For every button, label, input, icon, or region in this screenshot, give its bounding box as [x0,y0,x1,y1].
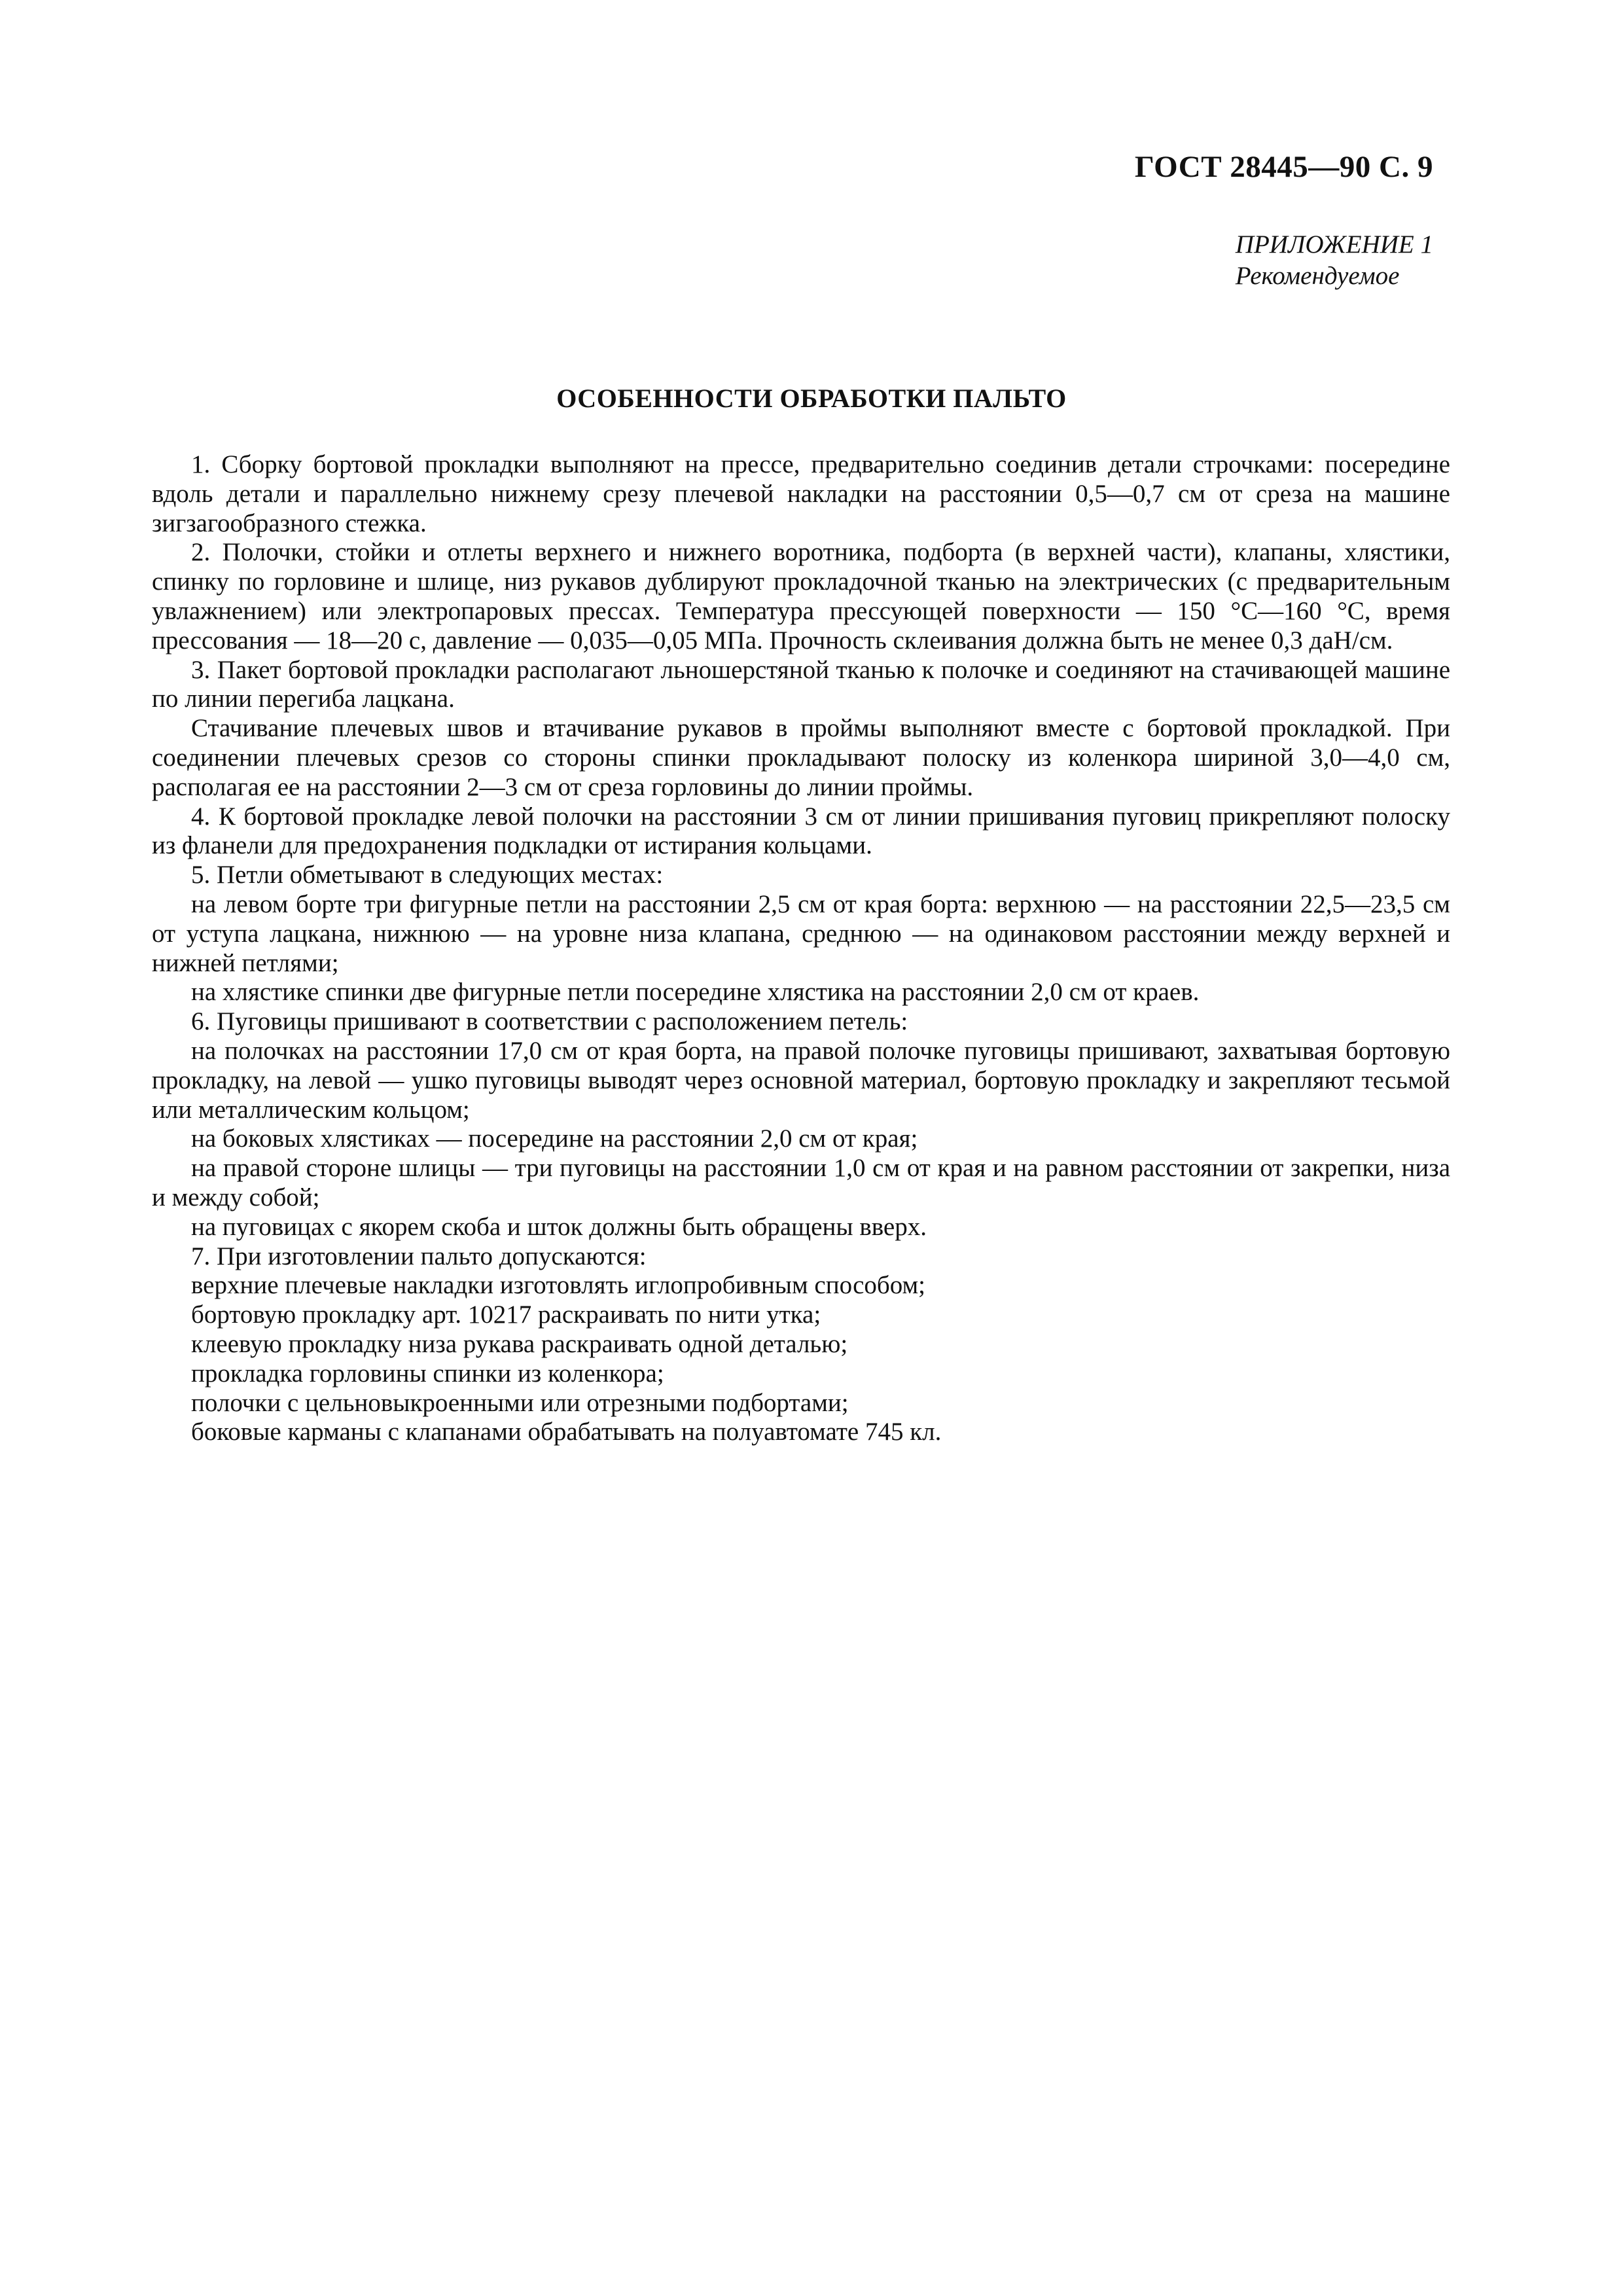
document-body [152,450,1450,1447]
paragraph: боковые карманы с клапанами обрабатывать на полуавтомате 745 кл. [191,1418,942,1446]
paragraph: Стачивание плечевых швов и втачивание рукавов в проймы выполняют вместе с бортовой прокладкой. При соединении плечевых срезов со стороны спинки прокладывают полоску из коленкора шириной 3,0—4,0 см, располагая ее на расстоянии 2—3 см от среза горловины до линии проймы. [152,714,1450,801]
paragraph: 3. Пакет бортовой прокладки располагают льношерстяной тканью к полочке и соединяют на стачивающей машине по линии перегиба лацкана. [152,655,1450,713]
paragraph: 2. Полочки, стойки и отлеты верхнего и нижнего воротника, подборта (в верхней части), клапаны, хлястики, спинку по горловине и шлице, низ рукавов дублируют прокладочной тканью на электрических (с предварительным увлажнением) или электропаровых прессах. Температура прессующей поверхности — 150 °С—160 °С, время прессования — 18—20 с, давление — 0,035—0,05 МПа. Прочность склеивания должна быть не менее 0,3 даН/см. [152,538,1450,655]
paragraph: клеевую прокладку низа рукава раскраивать одной деталью; [191,1329,848,1358]
appendix-status: Рекомендуемое [1235,262,1400,290]
paragraph: прокладка горловины спинки из коленкора; [191,1359,664,1388]
page-header: ГОСТ 28445—90 С. 9 [1134,150,1433,184]
paragraph: 7. При изготовлении пальто допускаются: [191,1242,647,1270]
appendix-block [1236,229,1433,292]
paragraph: на правой стороне шлицы — три пуговицы на расстоянии 1,0 см от края и на равном расстоянии от закрепки, низа и между собой; [152,1154,1450,1211]
section-title: ОСОБЕННОСТИ ОБРАБОТКИ ПАЛЬТО [556,384,1067,413]
paragraph: на боковых хлястиках — посередине на расстоянии 2,0 см от края; [191,1124,918,1153]
paragraph: 6. Пуговицы пришивают в соответствии с расположением петель: [191,1007,908,1036]
appendix-label: ПРИЛОЖЕНИЕ 1 [1235,230,1433,259]
paragraph: на левом борте три фигурные петли на расстоянии 2,5 см от края борта: верхнюю — на расстоянии 22,5—23,5 см от уступа лацкана, нижнюю — на уровне низа клапана, среднюю — на одинаковом расстоянии между верхней и нижней петлями; [152,889,1450,977]
paragraph: на полочках на расстоянии 17,0 см от края борта, на правой полочке пуговицы пришивают, захватывая бортовую прокладку, на левой — ушко пуговицы выводят через основной материал, бортовую прокладку и закрепляют тесьмой или металлическим кольцом; [152,1036,1450,1124]
paragraph: 4. К бортовой прокладке левой полочки на расстоянии 3 см от линии пришивания пуговиц прикрепляют полоску из фланели для предохранения подкладки от истирания кольцами. [152,802,1450,860]
paragraph: верхние плечевые накладки изготовлять иглопробивным способом; [191,1271,926,1300]
paragraph: бортовую прокладку арт. 10217 раскраивать по нити утка; [191,1300,821,1329]
paragraph: 1. Сборку бортовой прокладки выполняют на прессе, предварительно соединив детали строчками: посередине вдоль детали и параллельно нижнему срезу плечевой накладки на расстоянии 0,5—0,7 см от среза на машине зигзагообразного стежка. [152,450,1450,537]
paragraph: на хлястике спинки две фигурные петли посередине хлястика на расстоянии 2,0 см от краев. [191,978,1200,1007]
paragraph: 5. Петли обметывают в следующих местах: [191,861,664,889]
paragraph: на пуговицах с якорем скоба и шток должны быть обращены вверх. [191,1212,927,1241]
paragraph: полочки с цельновыкроенными или отрезными подбортами; [191,1388,849,1417]
